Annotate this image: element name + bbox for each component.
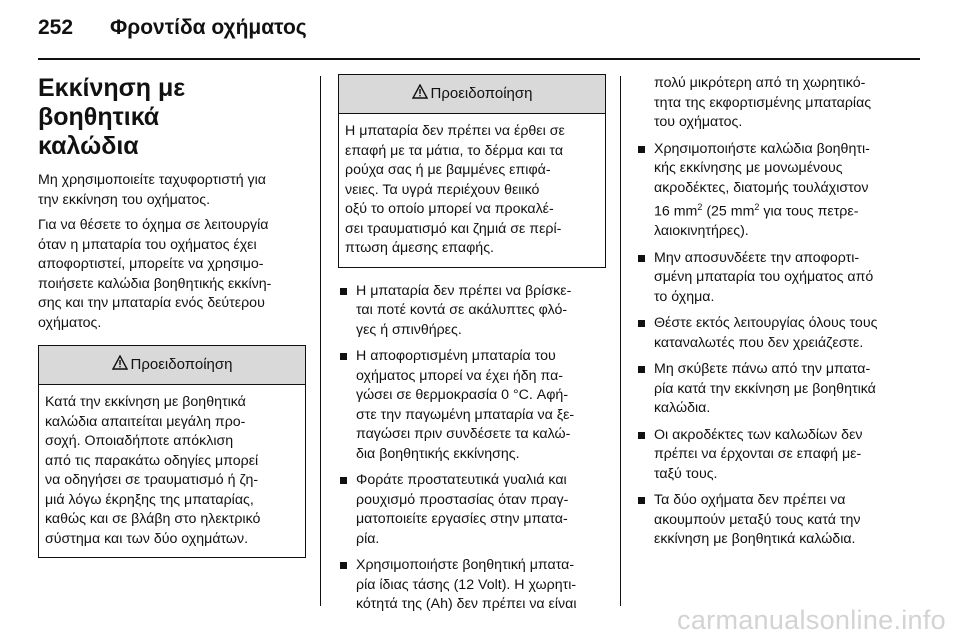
warning-triangle-icon bbox=[112, 355, 131, 376]
list-item: Θέστε εκτός λειτουργίας όλους τους καταναλωτές που δεν χρειάζεστε. bbox=[636, 314, 922, 353]
cable-size-25: (25 mm bbox=[702, 203, 755, 220]
warning-text: Κατά την εκκίνηση με βοηθητικά καλώδια απαιτείται μεγάλη προ- σοχή. Οποιαδήποτε απόκλιση από τις παρακάτω οδηγίες μπορεί να οδηγήσει σε τραυματισμό ή ζη- μιά λόγω έκρηξης της μπαταρίας, καθώς και σε βλάβη στο ηλεκτρικό σύστημα και των δύο οχημάτων. bbox=[45, 394, 261, 547]
superscript: 2 bbox=[697, 202, 703, 212]
running-title: Φροντίδα οχήματος bbox=[110, 16, 307, 39]
list-item: Η μπαταρία δεν πρέπει να βρίσκε- ται ποτέ κοντά σε ακάλυπτες φλό- γες ή σπινθήρες. bbox=[338, 282, 606, 341]
list-item: Οι ακροδέκτες των καλωδίων δεν πρέπει να έρχονται σε επαφή με- ταξύ τους. bbox=[636, 426, 922, 485]
header-rule bbox=[38, 58, 920, 60]
warning-title: Προειδοποίηση bbox=[130, 356, 233, 374]
cable-line-5: λαιοκινητήρες). bbox=[654, 223, 749, 240]
list-item: Μη σκύβετε πάνω από την μπατα- ρία κατά την εκκίνηση με βοηθητικά καλώδια. bbox=[636, 360, 922, 419]
cable-size-16: 16 mm bbox=[654, 203, 698, 220]
column-2 bbox=[338, 74, 606, 622]
continuation-text: πολύ μικρότερη από τη χωρητικό- τητα της εκφορτισμένης μπαταρίας του οχήματος. bbox=[654, 75, 872, 130]
page-header bbox=[0, 0, 960, 60]
list-item: Η αποφορτισμένη μπαταρία του οχήματος μπορεί να έχει ήδη πα- γώσει σε θερμοκρασία 0 °C. Αφή- στε την παγωμένη μπαταρία να ξε- παγώσει πριν συνδέσετε τα καλώ- δια βοηθητικής εκκίνησης. bbox=[338, 347, 606, 464]
list-item: Τα δύο οχήματα δεν πρέπει να ακουμπούν μεταξύ τους κατά την εκκίνηση με βοηθητικά καλώδια. bbox=[636, 491, 922, 550]
column-divider-1 bbox=[320, 76, 321, 606]
section-title: Εκκίνηση με βοηθητικά καλώδια bbox=[38, 74, 186, 160]
warning-triangle-icon bbox=[412, 84, 431, 105]
column-3 bbox=[636, 74, 922, 557]
paragraph-charger: Μη χρησιμοποιείτε ταχυφορτιστή για την εκκίνηση του οχήματος. bbox=[38, 172, 266, 208]
bullet-list bbox=[636, 140, 922, 550]
warning-header bbox=[339, 75, 605, 114]
list-item: Φοράτε προστατευτικά γυαλιά και ρουχισμό προστασίας όταν πραγ- ματοποιείτε εργασίες στην μπατα- ρία. bbox=[338, 471, 606, 549]
warning-box-2 bbox=[338, 74, 606, 268]
cable-tail: για τους πετρε- bbox=[759, 203, 859, 220]
warning-header bbox=[39, 346, 305, 385]
paragraph-intro: Για να θέσετε το όχημα σε λειτουργία όταν η μπαταρία του οχήματος έχει αποφορτιστεί, μπορείτε να χρησιμο- ποιήσετε καλώδια βοηθητικής εκκίνη- σης και την μπαταρία ενός δεύτερου οχήματος. bbox=[38, 217, 272, 331]
superscript: 2 bbox=[754, 202, 760, 212]
watermark: carmanualsonline.info bbox=[677, 605, 946, 635]
warning-text: Η μπαταρία δεν πρέπει να έρθει σε επαφή με τα μάτια, το δέρμα και τα ρούχα σας ή με βαμμένες επιφά- νειες. Τα υγρά περιέχουν θειικό οξύ το οποίο μπορεί να προκαλέ- σει τραυματισμό και ζημιά σε περί- πτωση άμεσης επαφής. bbox=[345, 123, 565, 256]
page-number: 252 bbox=[38, 16, 74, 39]
bullet-list bbox=[338, 282, 606, 615]
list-item: Μην αποσυνδέετε την αποφορτι- σμένη μπαταρία του οχήματος από το όχημα. bbox=[636, 249, 922, 308]
column-divider-2 bbox=[620, 76, 621, 606]
list-item: Χρησιμοποιήστε βοηθητική μπατα- ρία ίδιας τάσης (12 Volt). Η χωρητι- κότητά της (Ah) δεν πρέπει να είναι bbox=[338, 556, 606, 615]
list-item bbox=[636, 140, 922, 242]
cable-line-2: κής εκκίνησης με μονωμένους bbox=[654, 160, 843, 176]
warning-title: Προειδοποίηση bbox=[430, 85, 533, 103]
cable-line-1: Χρησιμοποιήστε καλώδια βοηθητι- bbox=[654, 140, 870, 157]
warning-box-1 bbox=[38, 345, 306, 558]
cable-line-3: ακροδέκτες, διατομής τουλάχιστον bbox=[654, 179, 869, 196]
column-1 bbox=[38, 74, 306, 568]
